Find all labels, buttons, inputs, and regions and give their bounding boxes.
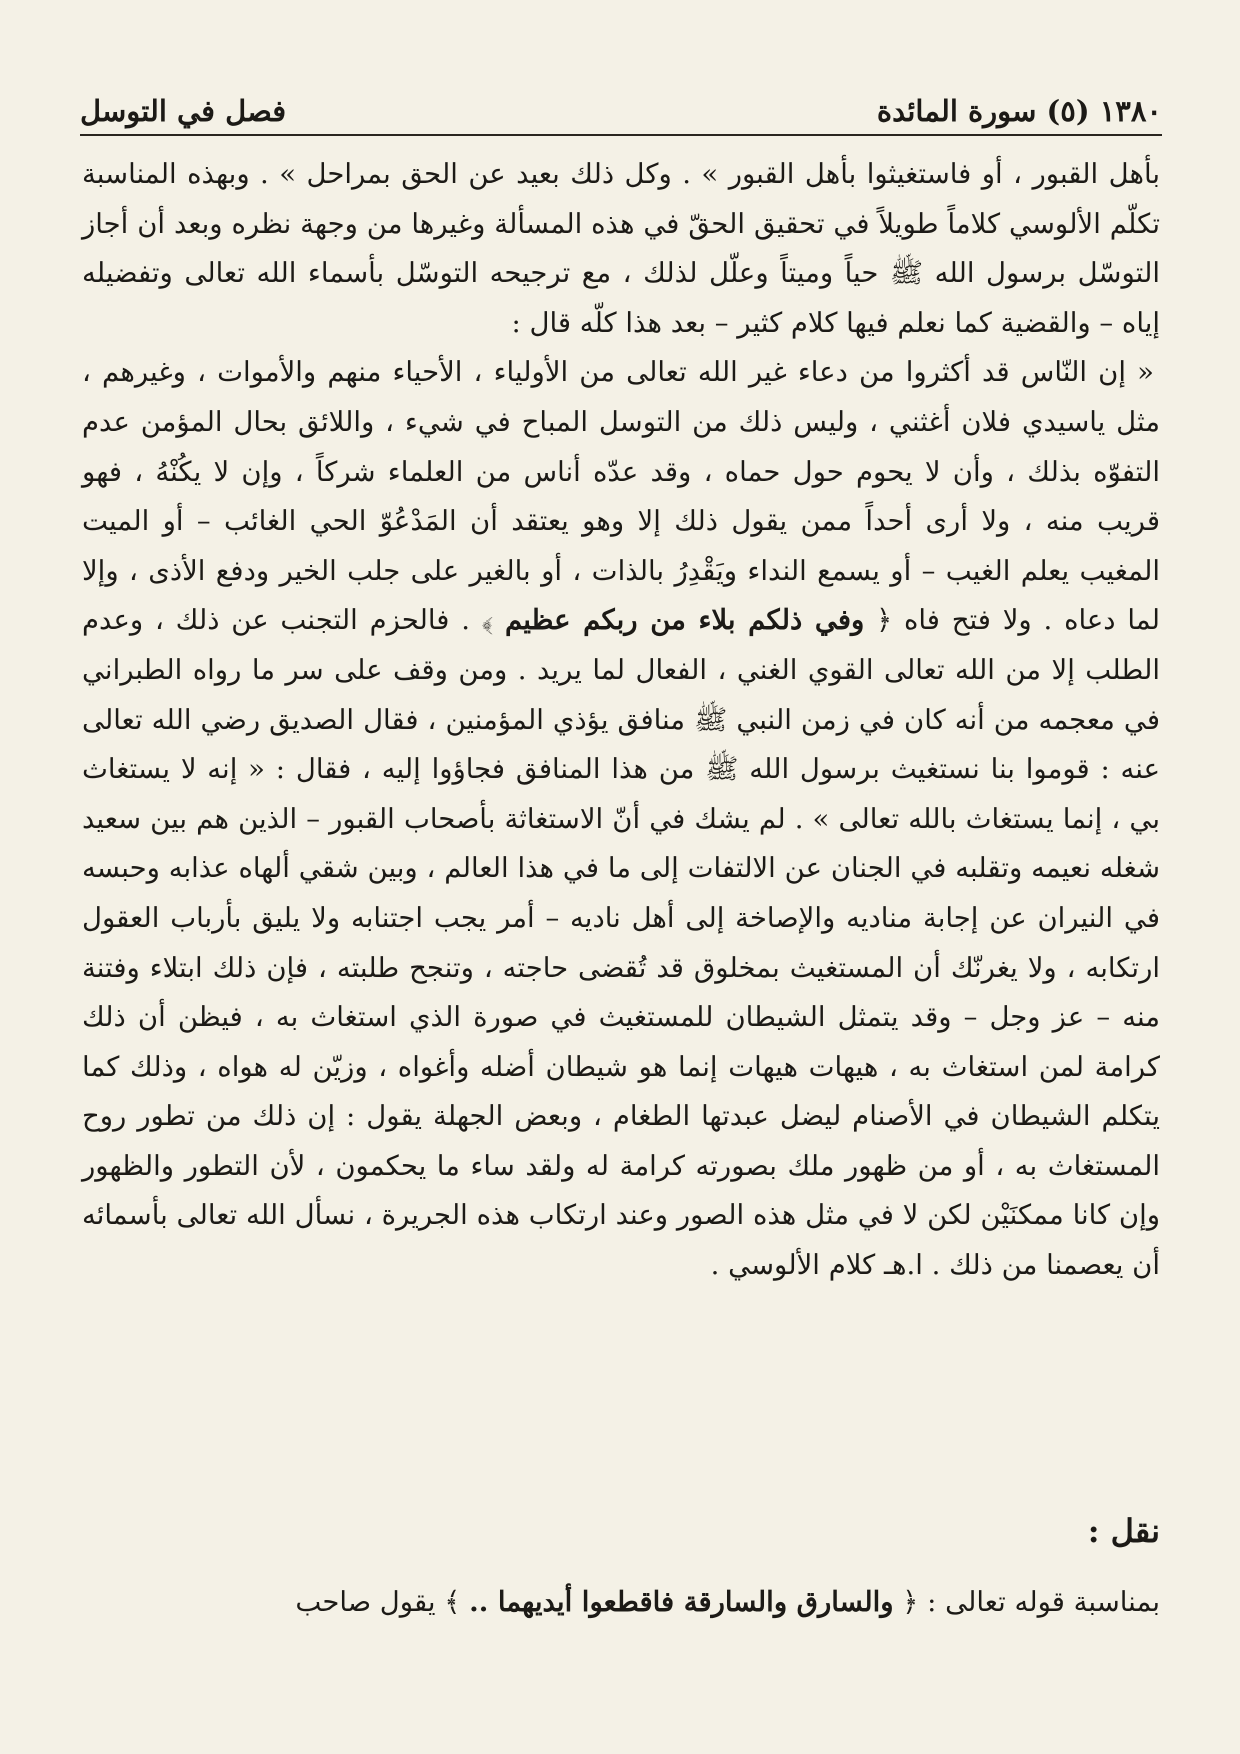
running-header — [80, 78, 1162, 128]
main-text — [82, 150, 1160, 1291]
section-heading: نقل : — [1087, 1512, 1160, 1550]
quote-text-part-2: ﴾ . فالحزم التجنب عن ذلك ، وعدم الطلب إلا من الله تعالى القوي الغني ، الفعال لما يريد . ومن وقف على سر ما رواه الطبراني في معجمه من أنه كان في زمن النبي ﷺ منافق يؤذي المؤمنين ، فقال الصديق رضي الله تعالى عنه : قوموا بنا نستغيث برسول الله ﷺ من هذا المنافق فجاؤوا إليه ، فقال : « إنه لا يستغاث بي ، إنما يستغاث بالله تعالى » . لم يشك في أنّ الاستغاثة بأصحاب القبور – الذين هم بين سعيد شغله نعيمه وتقلبه في الجنان عن الالتفات إلى ما في هذا العالم ، وبين شقي ألهاه عذابه وحبسه في النيران عن إجابة مناديه والإصاخة إلى أهل ناديه – أمر يجب اجتنابه ولا يليق بأرباب العقول ارتكابه ، ولا يغرنّك أن المستغيث بمخلوق قد تُقضى حاجته ، وتنجح طلبته ، فإن ذلك ابتلاء وفتنة منه – عز وجل – وقد يتمثل الشيطان للمستغيث في صورة الذي استغاث به ، فيظن أن ذلك كرامة لمن استغاث به ، هيهات هيهات إنما هو شيطان أضله وأغواه ، وزيّن له هواه ، وذلك كما يتكلم الشيطان في الأصنام ليضل عبدتها الطغام ، وبعض الجهلة يقول : إن ذلك من تطور روح المستغاث به ، أو من ظهور ملك بصورته كرامة له ولقد ساء ما يحكمون ، لأن التطور والظهور وإن كانا ممكنَيْن لكن لا في مثل هذه الصور وعند ارتكاب هذه الجريرة ، نسأل الله تعالى بأسمائه أن يعصمنا من ذلك . ا.هـ كلام الألوسي . — [82, 604, 1160, 1282]
header-divider — [80, 134, 1162, 136]
quranic-verse: وفي ذلكم بلاء من ربكم عظيم — [504, 604, 865, 637]
alusi-quote-paragraph — [82, 348, 1160, 1290]
chapter-title: فصل في التوسل — [80, 94, 287, 128]
closing-suffix: ﴾ يقول صاحب — [295, 1586, 461, 1618]
closing-quranic-verse: والسارق والسارقة فاقطعوا أيديهما .. — [469, 1586, 894, 1618]
closing-prefix: بمناسبة قوله تعالى : ﴿ — [902, 1586, 1160, 1618]
quote-text-part-1: « إن النّاس قد أكثروا من دعاء غير الله تعالى من الأولياء ، الأحياء منهم والأموات ، وغيرهم ، مثل ياسيدي فلان أغثني ، وليس ذلك من التوسل المباح في شيء ، واللائق بحال المؤمن عدم التفوّه بذلك ، وأن لا يحوم حول حماه ، وقد عدّه أناس من العلماء شركاً ، وإن لا يكُنْهُ ، فهو قريب منه ، ولا أرى أحداً ممن يقول ذلك إلا وهو يعتقد أن المَدْعُوّ الحي الغائب – أو الميت المغيب يعلم الغيب – أو يسمع النداء ويَقْدِرُ بالذات ، أو بالغير على جلب الخير ودفع الأذى ، وإلا لما دعاه . ولا فتح فاه ﴿ — [82, 356, 1160, 637]
closing-paragraph — [82, 1578, 1160, 1628]
page-number-surah-label: ١٣٨٠ (٥) سورة المائدة — [876, 94, 1162, 128]
intro-paragraph: بأهل القبور ، أو فاستغيثوا بأهل القبور » . وكل ذلك بعيد عن الحق بمراحل » . وبهذه المناسبة تكلّم الألوسي كلاماً طويلاً في تحقيق الحقّ في هذه المسألة وغيرها من وجهة نظره وبعد أن أجاز التوسّل برسول الله ﷺ حياً وميتاً وعلّل لذلك ، مع ترجيحه التوسّل بأسماء الله تعالى وتفضيله إياه – والقضية كما نعلم فيها كلام كثير – بعد هذا كلّه قال : — [82, 158, 1160, 339]
